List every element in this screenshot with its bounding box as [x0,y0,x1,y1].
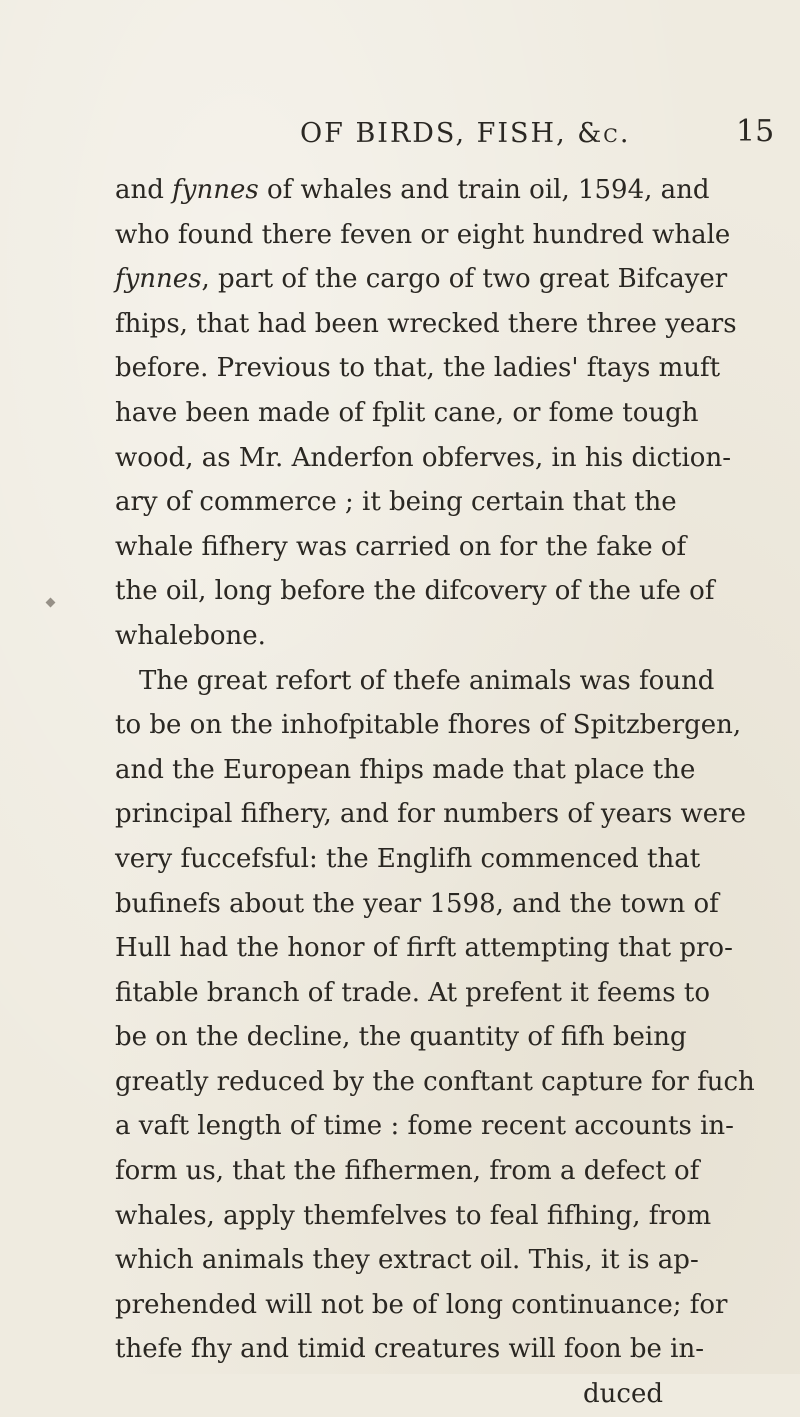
ink-speck [46,598,56,608]
catchword: duced [583,1379,663,1410]
text-line: have been made of fplit cane, or fome tough [115,397,699,428]
text-line: fynnes, part of the cargo of two great Bifcayer [115,264,728,295]
text-line: Hull had the honor of firft attempting that pro- [115,933,733,964]
text-line: form us, that the fifhermen, from a defect of [115,1156,700,1187]
text-line: fitable branch of trade. At prefent it feems to [115,977,711,1008]
text-line: which animals they extract oil. This, it is ap- [115,1245,699,1276]
text-line: who found there feven or eight hundred whale [115,219,731,250]
running-head: OF BIRDS, FISH, &c. [300,118,631,149]
body-text [115,168,755,1417]
text-line: whale fifhery was carried on for the fake of [115,531,687,562]
text-line: be on the decline, the quantity of fifh being [115,1022,687,1053]
text-line: wood, as Mr. Anderfon obferves, in his diction- [115,442,731,473]
text-line: bufinefs about the year 1598, and the town of [115,888,719,919]
text-line: principal fifhery, and for numbers of years were [115,799,746,830]
text-line: and fynnes of whales and train oil, 1594, and [115,175,710,205]
text-line: prehended will not be of long continuance; for [115,1289,728,1320]
text-line: to be on the inhofpitable fhores of Spitzbergen, [115,710,742,741]
text-line: thefe fhy and timid creatures will foon be in- [115,1334,705,1365]
text-line: a vaft length of time : fome recent accounts in- [115,1111,734,1142]
text-line: fhips, that had been wrecked there three years [115,308,737,339]
page-number: 15 [736,114,775,149]
text-line: the oil, long before the difcovery of the ufe of [115,576,715,607]
text-line: ary of commerce ; it being certain that the [115,487,677,518]
text-line: whales, apply themfelves to feal fifhing, from [115,1200,712,1231]
text-line: before. Previous to that, the ladies' ftays muft [115,353,721,384]
text-line: whalebone. [115,620,266,651]
text-line: The great refort of thefe animals was found [139,665,715,696]
text-line: very fuccefsful: the Englifh commenced that [115,843,701,874]
text-line: and the European fhips made that place the [115,754,696,785]
text-line: greatly reduced by the conftant capture for fuch [115,1066,755,1097]
